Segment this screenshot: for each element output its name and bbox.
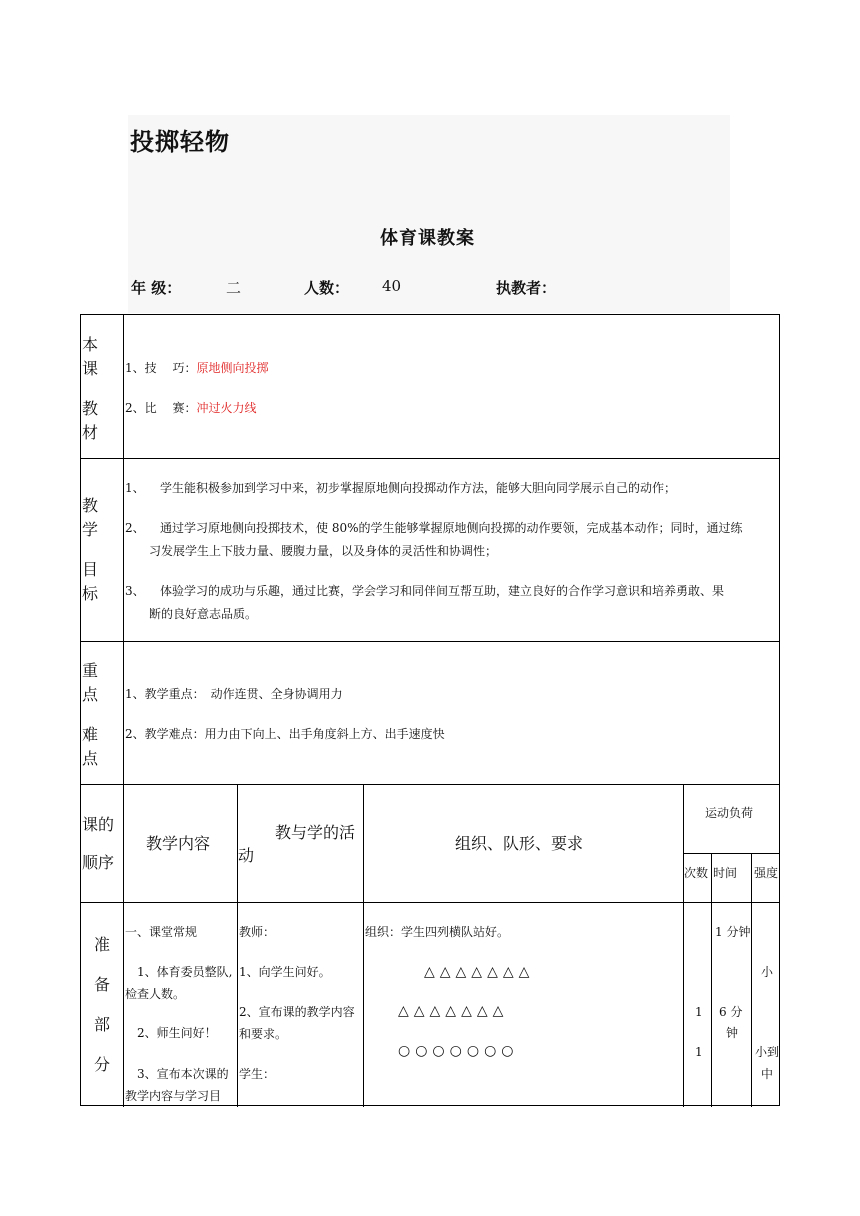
objective-1-text: 学生能积极参加到学习中来，初步掌握原地侧向投掷动作方法，能够大胆向同学展示自己的动作； <box>160 481 677 495</box>
objective-2-text: 通过学习原地侧向投掷技术，使 80%的学生能够掌握原地侧向投掷的动作要领，完成基本动作；同时，通过练 <box>160 521 743 535</box>
objective-2-text-cont: 习发展学生上下肢力量、腰腹力量，以及身体的灵活性和协调性； <box>149 544 498 558</box>
grade-label: 年 级： <box>131 279 182 297</box>
triangle-formation-row-1: △△△△△△△ <box>424 964 535 980</box>
objectives-label-3: 目 <box>82 560 99 579</box>
count-value: 40 <box>382 277 402 295</box>
header-order-line1: 课的 <box>82 815 115 834</box>
prep-activity-line: 1、向学生问好。 <box>239 965 331 979</box>
keypoints-label-1: 重 <box>82 661 99 680</box>
lesson-plan-title: 体育课教案 <box>380 228 475 249</box>
row-divider <box>81 784 779 785</box>
prep-organization-text: 组织：学生四列横队站好。 <box>365 925 510 939</box>
materials-label-2: 课 <box>82 359 99 378</box>
triangle-formation-row-2: △△△△△△△ <box>398 1003 509 1019</box>
document-title: 投掷轻物 <box>130 128 230 156</box>
prep-intensity-1: 小 <box>761 965 774 979</box>
header-time: 时间 <box>713 866 738 880</box>
header-activity-line1: 教与学的活 <box>275 823 356 842</box>
prep-time-2a: 6 分 <box>719 1005 743 1019</box>
prep-label-4: 分 <box>94 1055 111 1074</box>
prep-content-line: 检查人数。 <box>125 987 186 1001</box>
col-divider <box>237 784 238 1107</box>
keypoints-label-2: 点 <box>82 685 99 704</box>
keypoints-label-3: 难 <box>82 725 99 744</box>
materials-label-3: 教 <box>82 399 99 418</box>
row-divider <box>81 902 779 903</box>
prep-label-2: 备 <box>94 975 111 994</box>
key-point-item: 1、教学重点： 动作连贯、全身协调用力 <box>125 687 343 701</box>
prep-intensity-2b: 中 <box>761 1067 774 1081</box>
prep-activity-line: 学生： <box>239 1067 276 1081</box>
prep-intensity-2a: 小到 <box>755 1045 780 1059</box>
prep-times-2: 1 <box>695 1045 703 1059</box>
col-divider <box>123 315 124 1107</box>
header-organization: 组织、队形、要求 <box>455 834 584 853</box>
prep-activity-line: 和要求。 <box>239 1027 288 1041</box>
row-divider <box>81 458 779 459</box>
header-times: 次数 <box>684 866 709 880</box>
col-divider <box>683 784 684 1107</box>
objective-1-num: 1、 <box>125 481 145 495</box>
materials-label-1: 本 <box>82 335 99 354</box>
objectives-label-4: 标 <box>82 584 99 603</box>
teacher-label: 执教者： <box>496 279 557 297</box>
prep-activity-line: 2、宣布课的教学内容 <box>239 1005 355 1019</box>
prep-times-1: 1 <box>695 1005 703 1019</box>
prep-activity-line: 教师： <box>239 925 276 939</box>
objective-3-num: 3、 <box>125 584 145 598</box>
prep-time-2b: 钟 <box>726 1026 739 1040</box>
header-activity-line2: 动 <box>238 846 255 865</box>
header-order-line2: 顺序 <box>82 853 115 872</box>
prep-content-line: 2、师生问好！ <box>125 1026 217 1040</box>
material-item-2: 2、比 赛：冲过火力线 <box>125 401 257 415</box>
objective-2-num: 2、 <box>125 521 145 535</box>
prep-label-3: 部 <box>94 1015 111 1034</box>
row-divider <box>81 641 779 642</box>
objective-3-text: 体验学习的成功与乐趣，通过比赛，学会学习和同伴间互帮互助，建立良好的合作学习意识和培养勇敢、果 <box>160 584 725 598</box>
load-subheader-divider <box>683 853 779 854</box>
prep-label-1: 准 <box>94 935 111 954</box>
prep-time-1: 1 分钟 <box>715 925 751 939</box>
material-item-1: 1、技 巧：原地侧向投掷 <box>125 361 269 375</box>
prep-content-line: 一、课堂常规 <box>125 925 198 939</box>
lesson-plan-table <box>80 314 780 1106</box>
materials-label-4: 材 <box>82 423 99 442</box>
objective-3-text-cont: 断的良好意志品质。 <box>149 607 258 621</box>
prep-content-line: 3、宣布本次课的 <box>125 1067 229 1081</box>
col-divider <box>363 784 364 1107</box>
prep-content-line: 教学内容与学习目 <box>125 1089 222 1103</box>
header-content: 教学内容 <box>146 834 211 853</box>
keypoints-label-4: 点 <box>82 749 99 768</box>
count-label: 人数： <box>304 279 350 297</box>
header-intensity: 强度 <box>754 866 779 880</box>
col-divider <box>711 853 712 1107</box>
circle-formation-row: ○○○○○○○ <box>398 1043 519 1059</box>
col-divider <box>751 853 752 1107</box>
prep-content-line: 1、体育委员整队, <box>125 965 233 979</box>
objectives-label-2: 学 <box>82 520 99 539</box>
grade-value: 二 <box>226 279 242 297</box>
header-load: 运动负荷 <box>705 806 754 820</box>
objectives-label-1: 教 <box>82 496 99 515</box>
difficult-point-item: 2、教学难点：用力由下向上、出手角度斜上方、出手速度快 <box>125 727 445 741</box>
